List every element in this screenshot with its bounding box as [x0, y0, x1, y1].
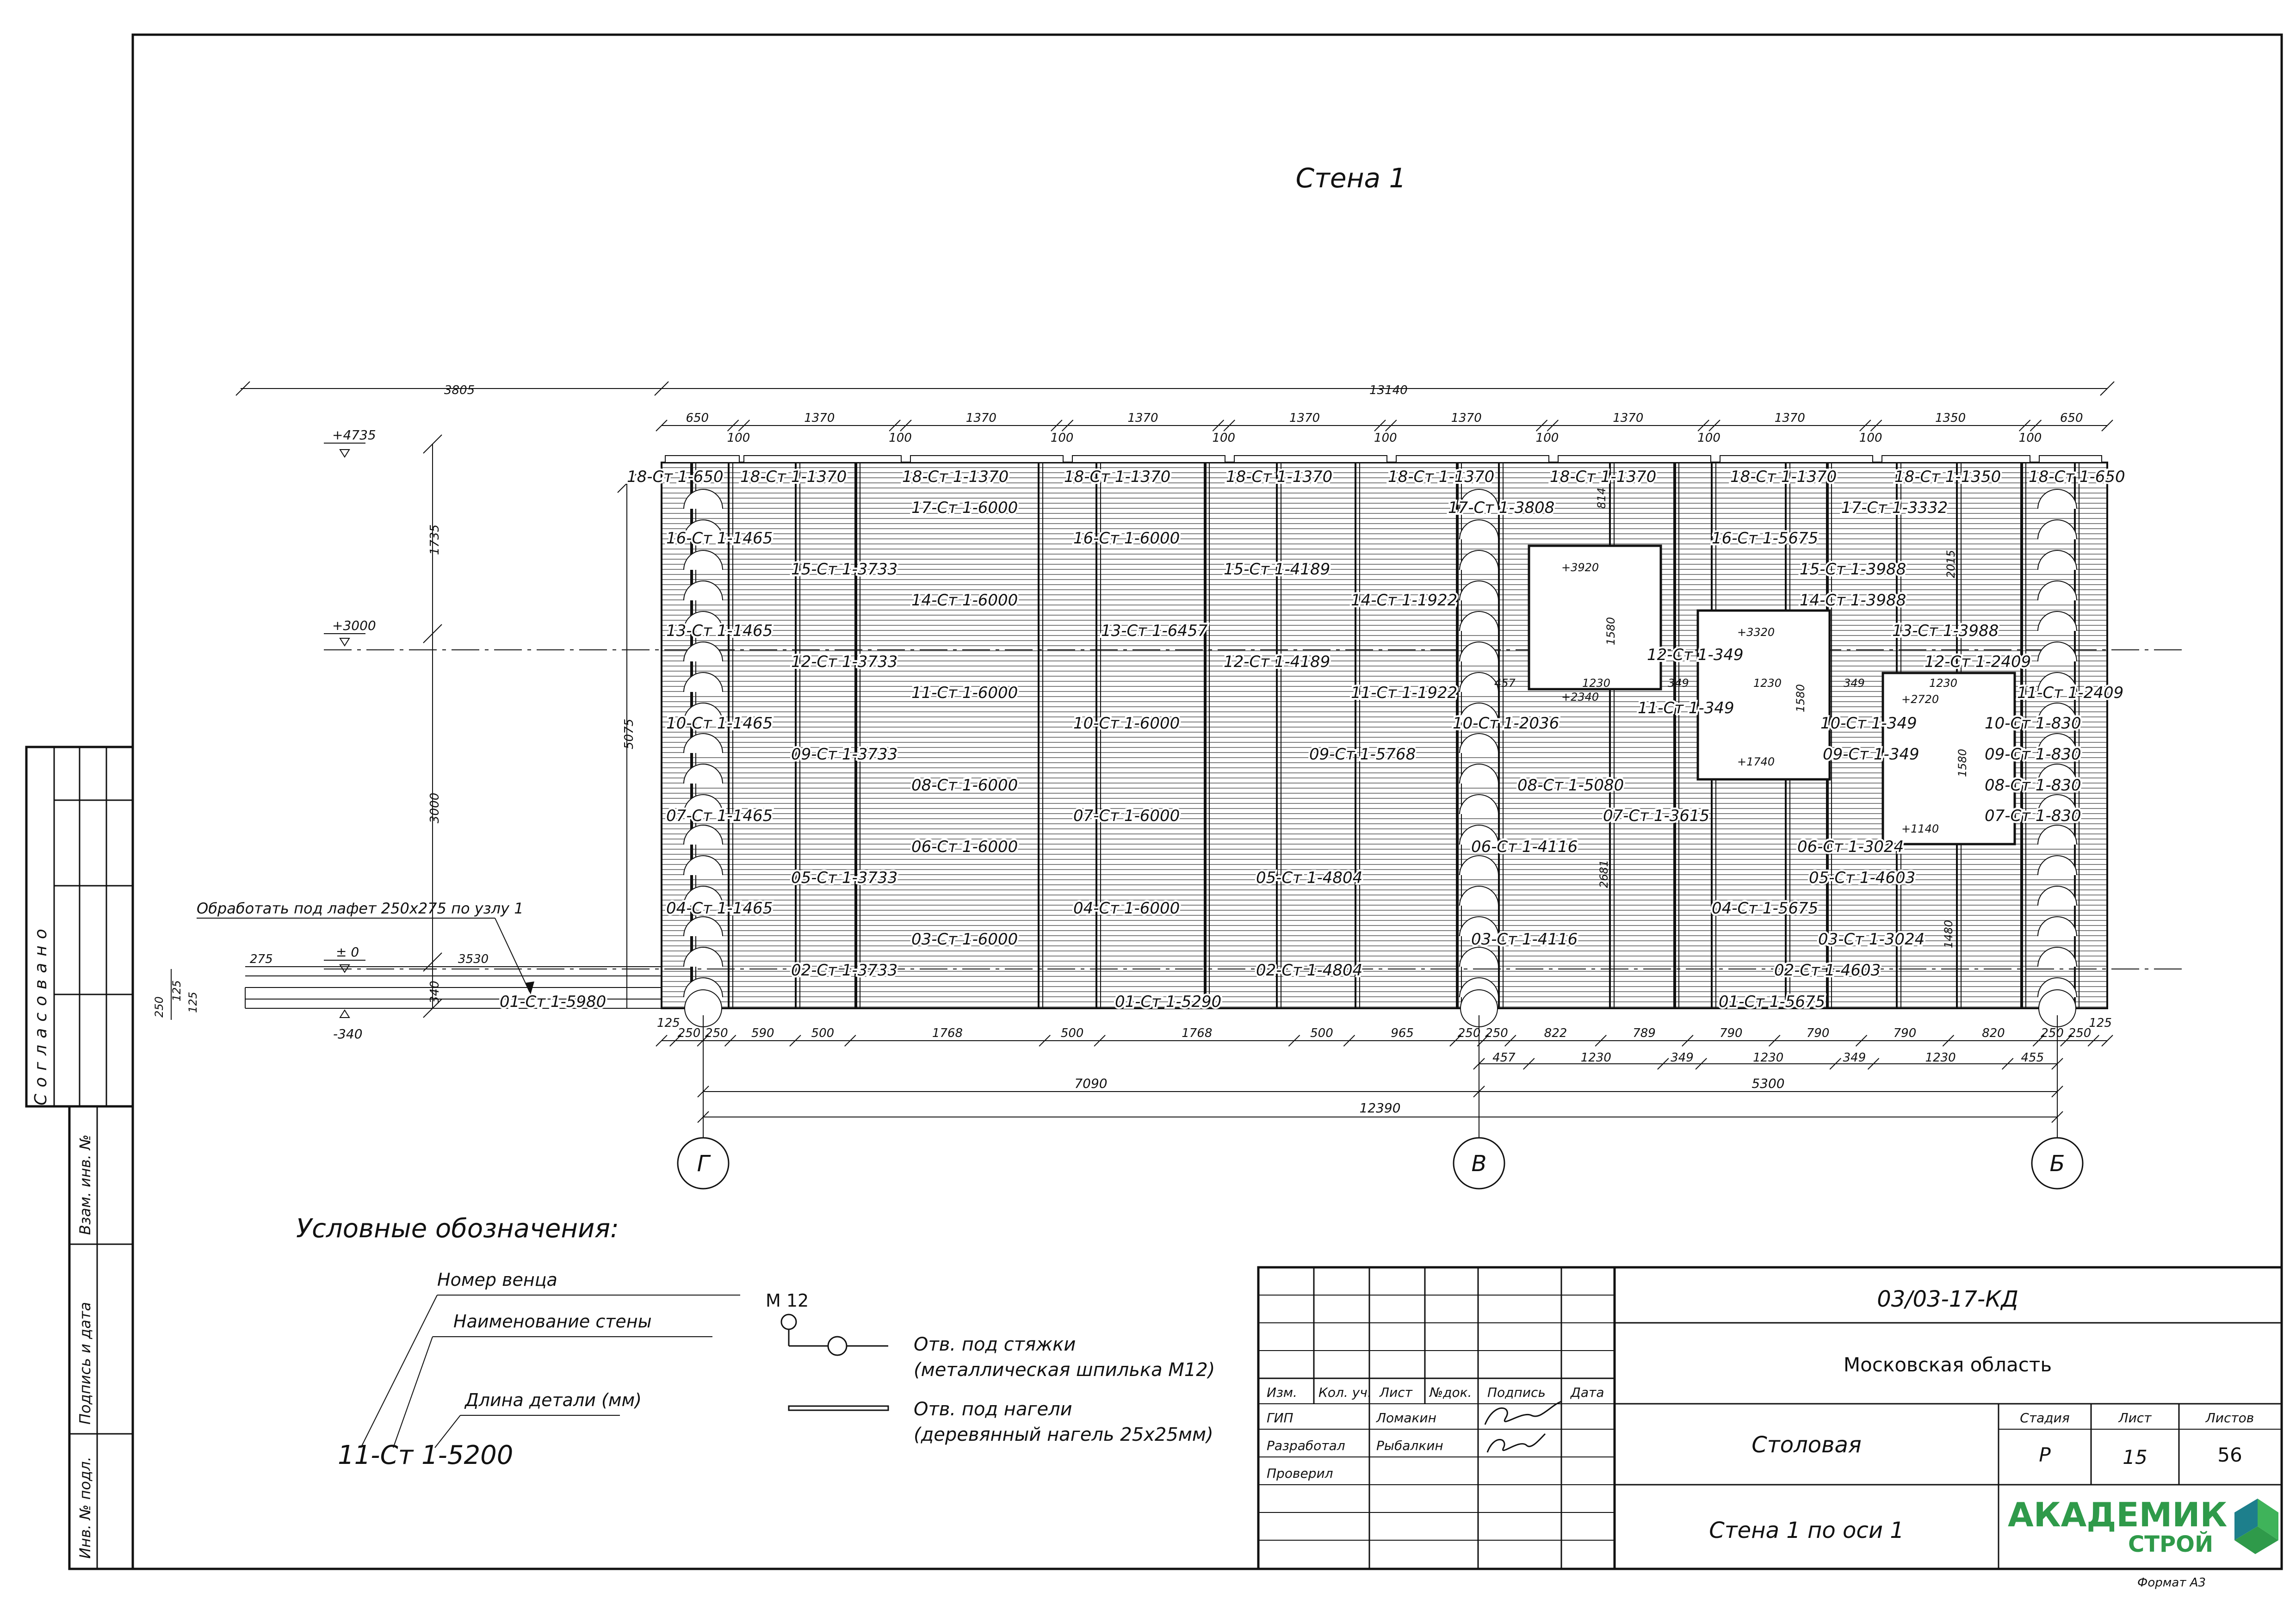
bottom-dim-label: 1768 [1182, 1026, 1213, 1040]
tb-sheets-label: Листов [2205, 1410, 2254, 1426]
log-label: 05-Ст 1-4603 [1809, 869, 1916, 887]
tb-role-check: Проверил [1267, 1466, 1333, 1481]
opening-1-height: 1580 [1604, 617, 1617, 645]
bottom-dim-label: 790 [1719, 1026, 1743, 1040]
dim-5075: 5075 [622, 718, 636, 749]
log-label: 05-Ст 1-4804 [1256, 869, 1363, 887]
log-label: 11-Ст 1-6000 [911, 684, 1018, 702]
axis-g-label: Г [697, 1151, 710, 1177]
log-label: 10-Ст 1-1465 [666, 714, 773, 733]
bottom-dim-label: 125 [657, 1016, 680, 1030]
bottom-dim2-label: 455 [2021, 1051, 2044, 1065]
tb-role-dev: Разработал [1267, 1438, 1345, 1453]
log-label: 11-Ст 1-2409 [2017, 684, 2124, 702]
bottom-dim2-label: 1230 [1925, 1051, 1956, 1065]
dim-12390: 12390 [1359, 1100, 1401, 1116]
logo-line2: СТРОЙ [2128, 1531, 2214, 1557]
bottom-dim-label: 250 [705, 1026, 728, 1040]
log-label: 08-Ст 1-5080 [1517, 776, 1624, 795]
top-dim-label: 100 [1374, 431, 1397, 445]
tb-sheets: 56 [2217, 1444, 2242, 1466]
tb-h-data: Дата [1571, 1385, 1604, 1400]
log-label: 16-Ст 1-5675 [1712, 529, 1819, 548]
log-label: 18-Ст 1-650 [2029, 468, 2125, 486]
top-dim-label: 100 [1697, 431, 1720, 445]
dim-5300: 5300 [1751, 1076, 1785, 1091]
bottom-dim-label: 500 [1310, 1026, 1333, 1040]
log-label: 18-Ст 1-1370 [1226, 468, 1333, 486]
log-label: 03-Ст 1-3024 [1818, 930, 1925, 949]
tb-h-doc: №док. [1430, 1385, 1472, 1400]
legend-bolt-text2: (металлическая шпилька М12) [914, 1359, 1215, 1381]
log-label: 08-Ст 1-830 [1985, 776, 2081, 795]
bottom-dim2-label: 1230 [1753, 1051, 1784, 1065]
lafet-note: Обработать под лафет 250х275 по узлу 1 [197, 900, 524, 917]
dim-13140: 13140 [1369, 383, 1408, 397]
opening-1-above: 814 [1595, 488, 1608, 509]
top-dim-label: 1370 [1613, 411, 1644, 425]
log-label: 18-Ст 1-1370 [1550, 468, 1657, 486]
bottom-dim-label: 250 [2041, 1026, 2064, 1040]
legend-bolt-size: М 12 [766, 1290, 809, 1311]
log-label: 18-Ст 1-1350 [1894, 468, 2001, 486]
bottom-dim-label: 790 [1806, 1026, 1830, 1040]
tb-sheet: 15 [2123, 1446, 2147, 1469]
log-label: 03-Ст 1-6000 [911, 930, 1018, 949]
dim-7090: 7090 [1074, 1076, 1108, 1091]
log-label: 12-Ст 1-4189 [1224, 653, 1331, 671]
log-label: 18-Ст 1-1370 [1064, 468, 1171, 486]
bottom-dim-label: 822 [1544, 1026, 1567, 1040]
log-label: 16-Ст 1-6000 [1073, 529, 1180, 548]
stamp-vzam: Взам. инв. № [76, 1134, 94, 1235]
log-label: 17-Ст 1-6000 [911, 499, 1018, 517]
tb-h-izm: Изм. [1267, 1385, 1297, 1400]
axis-b-label: Б [2049, 1151, 2065, 1177]
top-dim-label: 100 [1535, 431, 1559, 445]
top-dim-label: 1370 [1451, 411, 1482, 425]
bottom-dim-label: 250 [1485, 1026, 1508, 1040]
legend-title: Условные обозначения: [296, 1214, 619, 1244]
opening-3-height: 1580 [1956, 748, 1969, 777]
log-label: 13-Ст 1-1465 [666, 622, 773, 640]
opening-2-width: 1230 [1753, 677, 1782, 690]
log-label: 06-Ст 1-3024 [1797, 838, 1904, 856]
top-dim-label: 100 [727, 431, 750, 445]
tb-h-list: Лист [1380, 1385, 1412, 1400]
legend-wall-label: Наименование стены [453, 1311, 652, 1332]
dim-125a: 125 [170, 980, 183, 1001]
log-label: 17-Ст 1-3332 [1841, 499, 1948, 517]
log-label: 18-Ст 1-1370 [1730, 468, 1837, 486]
log-label: 10-Ст 1-2036 [1453, 714, 1560, 733]
log-label: 14-Ст 1-6000 [911, 591, 1018, 610]
opening-3-side: 2015 [1944, 549, 1957, 578]
log-label: 04-Ст 1-5675 [1712, 899, 1819, 918]
dim-250: 250 [153, 996, 166, 1018]
level-minus-340: -340 [333, 1026, 363, 1042]
log-label: 12-Ст 1-3733 [791, 653, 898, 671]
bottom-dim2-label: 349 [1843, 1051, 1866, 1065]
bottom-dim-label: 500 [811, 1026, 835, 1040]
drawing-title: Стена 1 [1295, 162, 1406, 194]
level-4735: +4735 [332, 427, 376, 443]
top-dim-label: 100 [2018, 431, 2042, 445]
bottom-dim-label: 790 [1893, 1026, 1917, 1040]
tb-sheet-title: Стена 1 по оси 1 [1709, 1518, 1904, 1543]
bottom-dim-label: 965 [1391, 1026, 1414, 1040]
dim-2681: 2681 [1597, 859, 1610, 888]
log-label: 18-Ст 1-1370 [1388, 468, 1495, 486]
log-label: 13-Ст 1-6457 [1101, 622, 1208, 640]
dowel-icon [789, 1406, 888, 1410]
axis-v-label: В [1471, 1151, 1487, 1177]
log-label: 07-Ст 1-3615 [1603, 807, 1710, 825]
log-label: 10-Ст 1-6000 [1073, 714, 1180, 733]
legend-row-label: Номер венца [437, 1270, 557, 1290]
log-label: 12-Ст 1-2409 [1925, 653, 2031, 671]
top-dim-label: 1370 [804, 411, 835, 425]
stamp-inv: Инв. № подл. [76, 1456, 94, 1559]
opening-2-bottom: +1740 [1737, 755, 1775, 768]
opening-2-top: +3320 [1737, 626, 1775, 639]
log-label: 14-Ст 1-1922 [1351, 591, 1458, 610]
log-label: 16-Ст 1-1465 [666, 529, 773, 548]
bottom-dim-label: 250 [1457, 1026, 1481, 1040]
tb-name-2: Рыбалкин [1376, 1438, 1443, 1453]
log-label: 09-Ст 1-830 [1985, 745, 2081, 764]
tb-region: Московская область [1843, 1353, 2052, 1376]
bottom-dim-label: 125 [2089, 1016, 2112, 1030]
log-label: 09-Ст 1-3733 [791, 745, 898, 764]
dim-1735: 1735 [428, 524, 442, 555]
stamp-podpis: Подпись и дата [76, 1302, 94, 1425]
log-label: 11-Ст 1-1922 [1351, 684, 1458, 702]
legend-dowel-text2: (деревянный нагель 25х25мм) [914, 1424, 1213, 1445]
bottom-dim-label: 250 [2068, 1026, 2092, 1040]
stamp-agreed: Согласовано [31, 922, 50, 1105]
log-label: 09-Ст 1-349 [1823, 745, 1919, 764]
tb-format: Формат А3 [2137, 1576, 2206, 1590]
dim-3530: 3530 [458, 952, 489, 966]
bottom-dim2-label: 1230 [1580, 1051, 1611, 1065]
legend-dowel-text1: Отв. под нагели [914, 1399, 1072, 1420]
dim-3000: 3000 [428, 792, 442, 823]
log-label: 10-Ст 1-349 [1820, 714, 1917, 733]
opening-2-height: 1580 [1794, 684, 1807, 712]
log-label: 02-Ст 1-4804 [1256, 961, 1363, 980]
log-label: 15-Ст 1-3733 [791, 560, 898, 579]
bottom-dim-label: 590 [751, 1026, 774, 1040]
dim-349-inner2: 349 [1844, 677, 1865, 690]
tb-object: Столовая [1751, 1432, 1862, 1458]
tb-h-podpis: Подпись [1487, 1385, 1546, 1400]
dim-275: 275 [250, 952, 273, 966]
log-label: 17-Ст 1-3808 [1448, 499, 1555, 517]
legend-example: 11-Ст 1-5200 [338, 1440, 514, 1470]
tb-sheet-label: Лист [2118, 1410, 2152, 1426]
log-label: 10-Ст 1-830 [1985, 714, 2081, 733]
opening-1-bottom: +2340 [1561, 691, 1599, 704]
legend-bolt-text1: Отв. под стяжки [914, 1334, 1076, 1355]
top-dim-label: 100 [1212, 431, 1236, 445]
log-label: 04-Ст 1-1465 [666, 899, 773, 918]
log-label: 07-Ст 1-1465 [666, 807, 773, 825]
legend-length-label: Длина детали (мм) [465, 1390, 642, 1410]
log-label: 02-Ст 1-4603 [1774, 961, 1881, 980]
log-label: 02-Ст 1-3733 [791, 961, 898, 980]
top-dim-label: 650 [2060, 411, 2083, 425]
log-label: 01-Ст 1-5980 [500, 993, 606, 1011]
level-zero: ± 0 [336, 944, 359, 960]
bottom-dim2-label: 349 [1671, 1051, 1694, 1065]
bottom-dim-label: 1768 [932, 1026, 963, 1040]
log-label: 05-Ст 1-3733 [791, 869, 898, 887]
log-label: 15-Ст 1-3988 [1800, 560, 1906, 579]
log-label: 12-Ст 1-349 [1647, 646, 1744, 664]
log-label: 13-Ст 1-3988 [1892, 622, 1999, 640]
top-dim-label: 1350 [1935, 411, 1966, 425]
logo-line1: АКАДЕМИК [2008, 1495, 2228, 1534]
bottom-dim2-label: 457 [1492, 1051, 1516, 1065]
tb-stage-label: Стадия [2020, 1410, 2070, 1426]
bottom-dim-label: 500 [1060, 1026, 1084, 1040]
level-3000: +3000 [332, 618, 376, 633]
dim-1480: 1480 [1942, 919, 1955, 948]
tb-h-kol: Кол. уч. [1318, 1385, 1372, 1400]
bottom-dim-label: 820 [1982, 1026, 2005, 1040]
opening-3-bottom: +1140 [1901, 822, 1939, 835]
dim-3805: 3805 [444, 383, 475, 397]
tb-role-gip: ГИП [1267, 1410, 1293, 1426]
tb-stage: Р [2039, 1444, 2051, 1466]
top-dim-label: 650 [686, 411, 709, 425]
log-label: 03-Ст 1-4116 [1471, 930, 1578, 949]
log-label: 01-Ст 1-5675 [1719, 993, 1826, 1011]
opening-1-width: 1230 [1582, 677, 1611, 690]
log-label: 14-Ст 1-3988 [1800, 591, 1906, 610]
top-dim-label: 100 [889, 431, 912, 445]
bolt-hole-icon [828, 1337, 847, 1355]
log-label: 01-Ст 1-5290 [1115, 993, 1222, 1011]
top-dim-label: 1370 [1289, 411, 1320, 425]
top-dim-label: 1370 [1774, 411, 1805, 425]
log-label: 04-Ст 1-6000 [1073, 899, 1180, 918]
bottom-dim-label: 789 [1633, 1026, 1656, 1040]
tb-name-1: Ломакин [1376, 1410, 1436, 1426]
log-label: 18-Ст 1-1370 [902, 468, 1009, 486]
log-label: 06-Ст 1-6000 [911, 838, 1018, 856]
log-label: 06-Ст 1-4116 [1471, 838, 1578, 856]
tb-code: 03/03-17-КД [1877, 1286, 2018, 1312]
log-label: 08-Ст 1-6000 [911, 776, 1018, 795]
opening-1-top: +3920 [1561, 561, 1599, 574]
log-label: 15-Ст 1-4189 [1224, 560, 1331, 579]
opening-3-width: 1230 [1929, 677, 1958, 690]
log-label: 07-Ст 1-830 [1985, 807, 2081, 825]
top-dim-label: 1370 [965, 411, 996, 425]
dim-340: 340 [428, 981, 442, 1004]
bottom-dim-label: 250 [677, 1026, 701, 1040]
dim-125b: 125 [186, 992, 199, 1013]
top-dim-label: 1370 [1127, 411, 1158, 425]
top-dim-label: 100 [1859, 431, 1882, 445]
opening-3-top: +2720 [1901, 693, 1939, 706]
log-label: 18-Ст 1-1370 [740, 468, 847, 486]
log-label: 18-Ст 1-650 [627, 468, 724, 486]
log-label: 09-Ст 1-5768 [1309, 745, 1416, 764]
log-label: 07-Ст 1-6000 [1073, 807, 1180, 825]
log-label: 11-Ст 1-349 [1638, 699, 1734, 717]
dim-457-inner: 457 [1494, 677, 1516, 690]
top-dim-label: 100 [1050, 431, 1074, 445]
dim-349-inner1: 349 [1668, 677, 1689, 690]
